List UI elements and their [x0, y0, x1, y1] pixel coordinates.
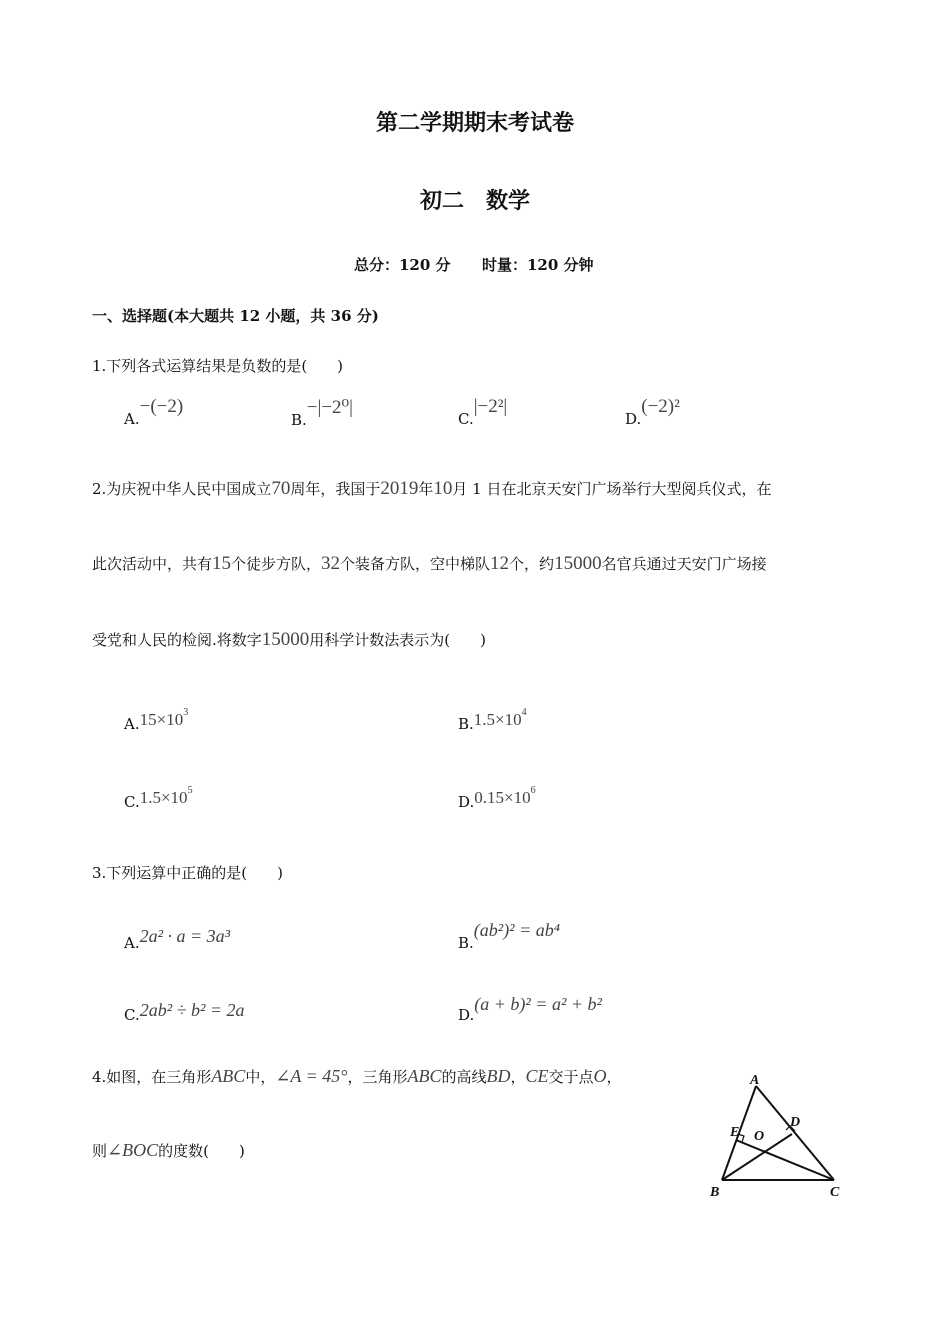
option-letter: A. [124, 715, 140, 733]
label-b: B [710, 1185, 720, 1200]
q1-option-a[interactable] [124, 396, 184, 430]
label-a: A [750, 1073, 760, 1088]
math-number: 32 [321, 553, 341, 574]
text-run: ， [510, 1068, 526, 1086]
math-number: 15000 [554, 553, 602, 574]
option-letter: C. [124, 1006, 140, 1024]
text-run: 4.如图，在三角形 [92, 1068, 212, 1086]
text-run: 此次活动中，共有 [92, 555, 213, 573]
math-symbol: ABC [407, 1066, 442, 1086]
label-o: O [754, 1129, 765, 1144]
option-base: 15×10 [139, 710, 184, 729]
option-exponent: 3 [183, 707, 189, 718]
text-run: 中， [245, 1068, 276, 1086]
q3-option-c[interactable] [124, 1000, 245, 1025]
q3-option-b[interactable] [458, 920, 560, 953]
math-number: 10 [433, 478, 453, 499]
option-letter: B. [458, 715, 474, 733]
option-base: 0.15×10 [474, 788, 531, 807]
q2-option-c[interactable] [124, 785, 193, 812]
q1-stem: 1.下列各式运算结果是负数的是( ) [92, 357, 344, 375]
math-symbol: CE [525, 1066, 549, 1086]
text-run: 年 [418, 480, 434, 498]
math-number: 12 [490, 553, 510, 574]
side-ac [756, 1086, 834, 1180]
option-letter: D. [458, 1006, 475, 1024]
total-score: 总分：120 分 [354, 256, 451, 274]
q1-option-d[interactable] [625, 396, 680, 430]
q2-line-2 [92, 553, 767, 575]
math-symbol: BD [486, 1066, 511, 1086]
option-letter: D. [625, 410, 642, 428]
q2-option-a[interactable] [124, 707, 189, 734]
option-expression: (ab²)² = ab⁴ [473, 920, 560, 940]
q1-option-b[interactable] [291, 397, 353, 431]
option-letter: C. [124, 793, 140, 811]
option-letter: B. [291, 411, 307, 429]
q2-option-d[interactable] [458, 785, 536, 812]
option-expression: −(−2) [139, 396, 184, 417]
option-exponent: 4 [521, 707, 527, 718]
text-run: 个，约 [509, 555, 555, 573]
text-run: 用科学计数法表示为( ) [309, 631, 486, 649]
exam-title: 第二学期期末考试卷 [375, 110, 574, 136]
text-run: 个徒步方队， [231, 555, 322, 573]
option-letter: A. [124, 934, 140, 952]
math-number: 15000 [261, 629, 310, 650]
text-run: 的度数( ) [158, 1142, 245, 1160]
math-number: 2019 [380, 478, 419, 499]
text-run: 受党和人民的检阅.将数字 [92, 631, 262, 649]
math-symbol: ∠A = 45° [275, 1066, 348, 1086]
q2-option-b[interactable] [458, 707, 527, 734]
text-run: 2.为庆祝中华人民中国成立 [92, 480, 272, 498]
text-run: 的高线 [441, 1068, 487, 1086]
option-letter: C. [458, 410, 474, 428]
label-d: D [790, 1115, 801, 1130]
option-exponent: 6 [530, 785, 536, 796]
option-expression: (a + b)² = a² + b² [474, 994, 602, 1014]
math-symbol: ∠BOC [107, 1140, 159, 1160]
option-expression: (−2)² [641, 396, 680, 417]
text-run: 个装备方队，空中梯队 [340, 555, 491, 573]
text-run: ，三角形 [347, 1068, 408, 1086]
text-run: 交于点 [548, 1068, 594, 1086]
q3-option-d[interactable] [458, 994, 602, 1025]
q4-line-1 [92, 1066, 622, 1087]
section-heading: 一、选择题(本大题共 12 小题，共 36 分) [92, 307, 379, 325]
triangle-figure [708, 1072, 858, 1202]
exam-subtitle: 初二 数学 [419, 188, 530, 214]
option-expression: −|−2⁰| [306, 397, 353, 418]
q2-line-3 [92, 629, 486, 651]
q3-option-a[interactable] [124, 926, 231, 953]
text-run: 周年，我国于 [290, 480, 381, 498]
label-c: C [830, 1185, 840, 1200]
text-run: ， [606, 1068, 622, 1086]
text-run: 名官兵通过天安门广场接 [601, 555, 767, 573]
option-expression: 2a² · a = 3a³ [139, 926, 231, 946]
option-expression: 2ab² ÷ b² = 2a [139, 1000, 245, 1020]
time-limit: 时量：120 分钟 [482, 256, 594, 274]
math-symbol: ABC [211, 1066, 246, 1086]
q2-line-1 [92, 478, 771, 500]
q1-option-c[interactable] [458, 396, 508, 430]
option-exponent: 5 [187, 785, 193, 796]
option-letter: B. [458, 934, 474, 952]
q3-stem: 3.下列运算中正确的是( ) [92, 864, 284, 882]
option-base: 1.5×10 [139, 788, 188, 807]
option-expression: |−2²| [473, 396, 508, 417]
option-letter: A. [124, 410, 140, 428]
math-symbol: O [593, 1066, 607, 1086]
text-run: 则 [92, 1142, 108, 1160]
math-number: 70 [271, 478, 291, 499]
label-e: E [730, 1125, 740, 1140]
option-letter: D. [458, 793, 475, 811]
text-run: 月 1 日在北京天安门广场举行大型阅兵仪式，在 [452, 480, 772, 498]
q4-line-2 [92, 1140, 245, 1161]
math-number: 15 [212, 553, 232, 574]
option-base: 1.5×10 [473, 710, 522, 729]
